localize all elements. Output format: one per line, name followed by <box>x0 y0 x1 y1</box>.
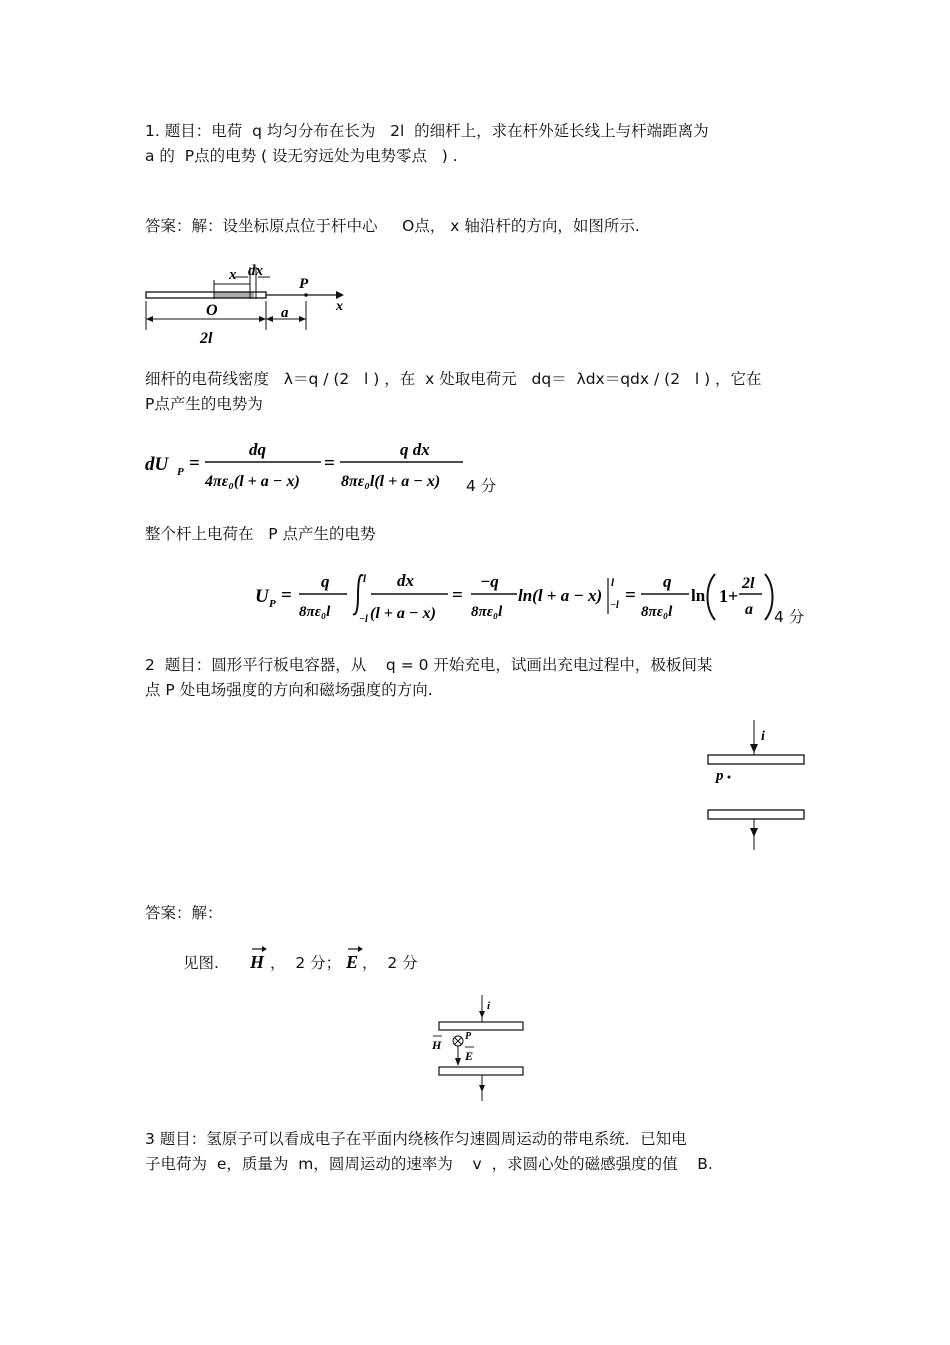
q3-text-line2: 子电荷为 e，质量为 m，圆周运动的速率为 v ，求圆心处的磁感强度的值 B. <box>145 1155 713 1173</box>
svg-text:=: = <box>452 585 463 606</box>
fig1-2l-label: 2l <box>200 330 213 347</box>
rod-diagram <box>140 255 370 350</box>
fig1-axis-label: x <box>336 299 343 314</box>
fig2-E-label: E <box>465 1049 474 1063</box>
eq2-ln2: ln <box>691 586 706 605</box>
whole-rod-text: 整个杆上电荷在 P 点产生的电势 <box>145 525 376 543</box>
fig1-O-label: O <box>206 302 218 319</box>
E-symbol: E <box>346 952 359 972</box>
dUp-score: 4 分 <box>466 477 497 495</box>
fig1-dx-label: dx <box>248 263 263 279</box>
eq2-f1-num: q <box>321 572 330 591</box>
eq2-f5-num: 2l <box>742 575 755 592</box>
eq2-f1-den: 8πε₀l <box>299 604 331 620</box>
eq1-lhs-sub: P <box>177 466 184 478</box>
q1-text-line2: a 的 P点的电势 ( 设无穷远处为电势零点 ) . <box>145 147 458 165</box>
see-figure: 见图. <box>183 954 219 972</box>
charge-density-line2: P点产生的电势为 <box>145 395 263 413</box>
svg-text:=: = <box>189 453 200 474</box>
charge-density-line1: 细杆的电荷线密度 λ＝q / (2 l ) ，在 x 处取电荷元 dq＝ λdx＝qdx / (2 l ) ，它在 <box>145 370 762 388</box>
eq1-lhs: dU <box>145 454 169 475</box>
eq2-f2-den: (l + a − x) <box>370 605 436 622</box>
eq2-int-lower: −l <box>359 614 368 625</box>
eq2-int-upper: l <box>363 573 367 585</box>
eq2-f3-den: 8πε₀l <box>471 604 503 620</box>
eq2-lhs-sub: P <box>269 598 276 610</box>
q1-answer-intro: 答案：解：设坐标原点位于杆中心 O点， x 轴沿杆的方向，如图所示. <box>145 217 640 235</box>
eq2-ln-term: ln(l + a − x) <box>518 586 603 605</box>
svg-text:=: = <box>324 453 335 474</box>
q2-text-line2: 点 P 处电场强度的方向和磁场强度的方向. <box>145 681 433 699</box>
eq2-eval-upper: l <box>611 577 615 589</box>
eq1-num2: q dx <box>400 440 430 459</box>
fig1-P-label: P <box>299 276 309 292</box>
eq2-f5-den: a <box>745 601 753 618</box>
fig1-a-label: a <box>281 305 289 321</box>
H-score: ， 2 分； <box>270 954 342 972</box>
q1-text-line1: 1. 题目：电荷 q 均匀分布在长为 2l 的细杆上，求在杆外延长线上与杆端距离为 <box>145 122 709 140</box>
eq1-den2: 8πε₀l(l + a − x) <box>341 473 441 490</box>
eq2-f2-num: dx <box>397 571 414 590</box>
fig-p-label: p <box>716 768 724 784</box>
eq2-eval-lower: −l <box>610 600 619 611</box>
eq2-lhs: U <box>255 586 269 607</box>
svg-text:=: = <box>281 585 292 606</box>
svg-text:=: = <box>625 585 636 606</box>
equation-Up <box>255 566 780 628</box>
equation-dUp <box>145 436 475 496</box>
eq2-f3-num: −q <box>480 572 499 591</box>
fig1-x-label: x <box>229 267 237 283</box>
eq2-f4-num: q <box>663 572 672 591</box>
eq1-num1: dq <box>249 440 266 459</box>
fig2-H-label: H <box>432 1038 442 1052</box>
fig2-i-label: i <box>487 1000 491 1012</box>
E-score: ， 2 分 <box>362 954 418 972</box>
eq1-den1: 4πε₀(l + a − x) <box>205 473 300 490</box>
q2-text-line1: 2 题目：圆形平行板电容器，从 q = 0 开始充电，试画出充电过程中，极板间某 <box>145 656 713 674</box>
eq2-f4-den: 8πε₀l <box>641 604 673 620</box>
H-symbol: H <box>250 952 265 972</box>
capacitor-diagram <box>700 720 820 855</box>
H-vector-symbol <box>249 944 269 974</box>
fig2-P-label: P <box>465 1031 472 1042</box>
fig-i-label: i <box>761 729 765 744</box>
q3-text-line1: 3 题目：氢原子可以看成电子在平面内绕核作匀速圆周运动的带电系统．已知电 <box>145 1130 687 1148</box>
capacitor-answer-diagram <box>425 995 535 1105</box>
q2-answer: 答案：解： <box>145 904 223 922</box>
eq2-one-plus: 1+ <box>719 586 739 606</box>
Up-score: 4 分 <box>774 608 805 626</box>
